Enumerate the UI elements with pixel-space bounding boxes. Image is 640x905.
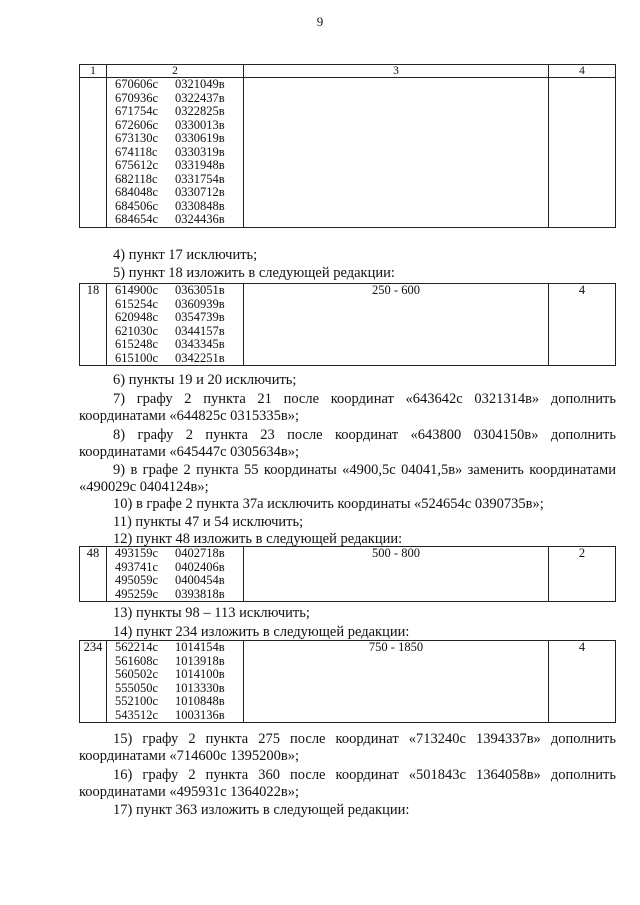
latitude-value: 621030с bbox=[115, 323, 159, 338]
latitude-value: 560502с bbox=[115, 667, 159, 681]
coordinates-cell bbox=[107, 641, 244, 723]
coordinate-pair bbox=[107, 186, 243, 200]
longitude-value: 1014100в bbox=[175, 667, 225, 681]
coordinate-pair bbox=[107, 200, 243, 214]
paragraph-4: 4) пункт 17 исключить; bbox=[113, 247, 258, 263]
latitude-value: 684506с bbox=[115, 198, 159, 213]
longitude-value: 0360939в bbox=[175, 296, 225, 311]
coordinates-cell bbox=[107, 284, 244, 366]
latitude-value: 670606с bbox=[115, 77, 159, 91]
page-number: 9 bbox=[316, 14, 324, 29]
longitude-value: 0330619в bbox=[175, 131, 225, 145]
column-number-4: 4 bbox=[549, 65, 616, 78]
coordinate-pair bbox=[107, 561, 243, 575]
longitude-value: 0330848в bbox=[175, 198, 225, 213]
latitude-value: 670936с bbox=[115, 90, 159, 105]
column-number-1: 1 bbox=[80, 65, 107, 78]
longitude-value: 1003136в bbox=[175, 707, 225, 722]
coordinate-pair bbox=[107, 574, 243, 588]
latitude-value: 675612с bbox=[115, 158, 159, 172]
latitude-value: 495059с bbox=[115, 573, 159, 587]
latitude-value: 615248с bbox=[115, 337, 159, 351]
paragraph-16: 16) графу 2 пункта 360 после координат «501843с 1364058в» дополнить координатами «495931с 1364022в»; bbox=[79, 767, 616, 800]
category-cell: 2 bbox=[549, 547, 616, 602]
latitude-value: 615100с bbox=[115, 350, 159, 365]
item-number-cell: 234 bbox=[80, 641, 107, 723]
longitude-value: 1014154в bbox=[175, 640, 225, 654]
latitude-value: 561608с bbox=[115, 653, 159, 668]
longitude-value: 0400454в bbox=[175, 573, 225, 587]
paragraph-6: 6) пункты 19 и 20 исключить; bbox=[113, 372, 297, 388]
coordinate-pair bbox=[107, 146, 243, 160]
latitude-value: 682118с bbox=[115, 171, 158, 186]
paragraph-10: 10) в графе 2 пункта 37а исключить координаты «524654с 0390735в»; bbox=[113, 496, 544, 512]
paragraph-12: 12) пункт 48 изложить в следующей редакции: bbox=[113, 531, 403, 547]
longitude-value: 0331754в bbox=[175, 171, 225, 186]
coordinate-pair bbox=[107, 173, 243, 187]
longitude-value: 0342251в bbox=[175, 350, 225, 365]
category-cell: 4 bbox=[549, 641, 616, 723]
longitude-value: 0324436в bbox=[175, 212, 225, 226]
coordinate-pair bbox=[107, 325, 243, 339]
longitude-value: 0322437в bbox=[175, 90, 225, 105]
coordinate-pair bbox=[107, 298, 243, 312]
longitude-value: 0322825в bbox=[175, 104, 225, 118]
paragraph-14: 14) пункт 234 изложить в следующей редакции: bbox=[113, 624, 410, 640]
coordinates-table-item-234 bbox=[79, 640, 616, 723]
coordinate-pair bbox=[107, 92, 243, 106]
coordinate-pair bbox=[107, 695, 243, 709]
paragraph-17: 17) пункт 363 изложить в следующей редакции: bbox=[113, 802, 410, 818]
range-cell: 500 - 800 bbox=[244, 547, 549, 602]
latitude-value: 543512с bbox=[115, 707, 159, 722]
coordinate-pair bbox=[107, 668, 243, 682]
longitude-value: 0344157в bbox=[175, 323, 225, 338]
item-number-cell: 18 bbox=[80, 284, 107, 366]
range-cell bbox=[244, 78, 549, 228]
coordinate-pair bbox=[107, 132, 243, 146]
paragraph-8: 8) графу 2 пункта 23 после координат «643800 0304150в» дополнить координатами «645447с 0305634в»; bbox=[79, 427, 616, 460]
longitude-value: 0321049в bbox=[175, 77, 225, 91]
coordinate-pair bbox=[107, 547, 243, 561]
coordinate-pair bbox=[107, 119, 243, 133]
paragraph-9: 9) в графе 2 пункта 55 координаты «4900,5с 04041,5в» заменить координатами «490029с 0404124в»; bbox=[79, 462, 616, 495]
paragraph-13: 13) пункты 98 – 113 исключить; bbox=[113, 605, 310, 621]
latitude-value: 673130с bbox=[115, 131, 159, 145]
category-cell bbox=[549, 78, 616, 228]
latitude-value: 495259с bbox=[115, 586, 159, 601]
coordinate-pair bbox=[107, 78, 243, 92]
coordinate-pair bbox=[107, 709, 243, 723]
coordinate-pair bbox=[107, 352, 243, 366]
latitude-value: 684654с bbox=[115, 212, 159, 226]
longitude-value: 0393818в bbox=[175, 586, 225, 601]
longitude-value: 0402406в bbox=[175, 559, 225, 574]
coordinate-pair bbox=[107, 159, 243, 173]
longitude-value: 0363051в bbox=[175, 283, 225, 297]
category-cell: 4 bbox=[549, 284, 616, 366]
coordinate-pair bbox=[107, 213, 243, 227]
longitude-value: 0330712в bbox=[175, 185, 225, 199]
coordinate-pair bbox=[107, 655, 243, 669]
latitude-value: 552100с bbox=[115, 694, 159, 708]
latitude-value: 493159с bbox=[115, 546, 159, 560]
latitude-value: 615254с bbox=[115, 296, 159, 311]
latitude-value: 614900с bbox=[115, 283, 159, 297]
latitude-value: 684048с bbox=[115, 185, 159, 199]
paragraph-5: 5) пункт 18 изложить в следующей редакции: bbox=[113, 265, 395, 281]
table-row bbox=[80, 284, 616, 366]
range-cell: 750 - 1850 bbox=[244, 641, 549, 723]
latitude-value: 671754с bbox=[115, 104, 159, 118]
longitude-value: 1013330в bbox=[175, 680, 225, 695]
table-header-row bbox=[80, 65, 616, 78]
paragraph-7: 7) графу 2 пункта 21 после координат «643642с 0321314в» дополнить координатами «644825с 0315335в»; bbox=[79, 391, 616, 424]
longitude-value: 0402718в bbox=[175, 546, 225, 560]
latitude-value: 674118с bbox=[115, 144, 158, 159]
latitude-value: 493741с bbox=[115, 559, 159, 574]
coordinate-pair bbox=[107, 682, 243, 696]
longitude-value: 0354739в bbox=[175, 310, 225, 324]
longitude-value: 0330013в bbox=[175, 117, 225, 132]
column-number-3: 3 bbox=[244, 65, 549, 78]
item-number-cell: 48 bbox=[80, 547, 107, 602]
item-number-cell bbox=[80, 78, 107, 228]
coordinates-table-continued bbox=[79, 64, 616, 228]
longitude-value: 0331948в bbox=[175, 158, 225, 172]
column-number-2: 2 bbox=[107, 65, 244, 78]
latitude-value: 555050с bbox=[115, 680, 159, 695]
longitude-value: 1013918в bbox=[175, 653, 225, 668]
table-row bbox=[80, 641, 616, 723]
table-row bbox=[80, 78, 616, 228]
coordinate-pair bbox=[107, 588, 243, 602]
coordinate-pair bbox=[107, 284, 243, 298]
range-cell: 250 - 600 bbox=[244, 284, 549, 366]
coordinate-pair bbox=[107, 641, 243, 655]
coordinates-table-item-18 bbox=[79, 283, 616, 366]
coordinate-pair bbox=[107, 105, 243, 119]
coordinate-pair bbox=[107, 311, 243, 325]
latitude-value: 620948с bbox=[115, 310, 159, 324]
coordinates-cell bbox=[107, 547, 244, 602]
coordinates-table-item-48 bbox=[79, 546, 616, 602]
latitude-value: 562214с bbox=[115, 640, 159, 654]
table-row bbox=[80, 547, 616, 602]
coordinates-cell bbox=[107, 78, 244, 228]
longitude-value: 0343345в bbox=[175, 337, 225, 351]
paragraph-11: 11) пункты 47 и 54 исключить; bbox=[113, 514, 304, 530]
longitude-value: 1010848в bbox=[175, 694, 225, 708]
longitude-value: 0330319в bbox=[175, 144, 225, 159]
paragraph-15: 15) графу 2 пункта 275 после координат «713240с 1394337в» дополнить координатами «714600с 1395200в»; bbox=[79, 731, 616, 764]
coordinate-pair bbox=[107, 338, 243, 352]
latitude-value: 672606с bbox=[115, 117, 159, 132]
